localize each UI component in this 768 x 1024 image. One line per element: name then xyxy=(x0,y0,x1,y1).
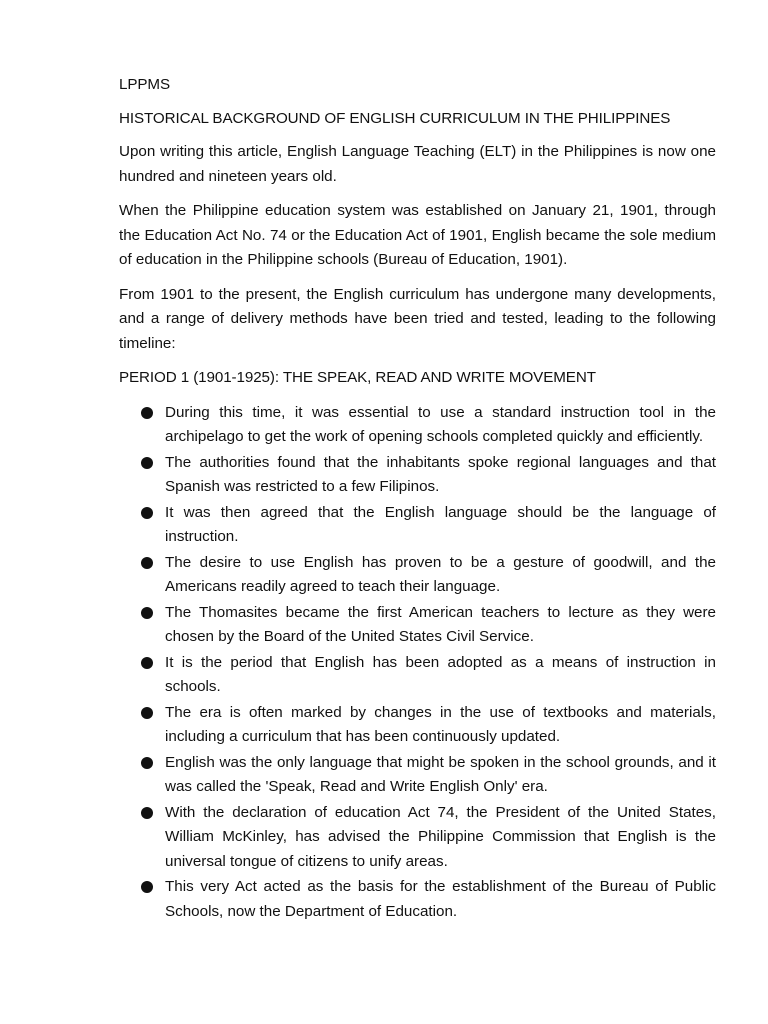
bullet-item xyxy=(119,801,716,875)
document-title: HISTORICAL BACKGROUND OF ENGLISH CURRICULUM IN THE PHILIPPINES xyxy=(119,109,671,127)
intro-paragraph: Upon writing this article, English Language Teaching (ELT) in the Philippines is now one hundred and nineteen years old. xyxy=(119,143,716,185)
bullet-text: The desire to use English has proven to be a gesture of goodwill, and the Americans readily agreed to teach their language. xyxy=(165,553,716,595)
document-page xyxy=(119,73,716,925)
bullet-item xyxy=(119,401,716,450)
bullet-text: It is the period that English has been adopted as a means of instruction in schools. xyxy=(165,653,716,695)
establishment-paragraph: When the Philippine education system was established on January 21, 1901, through the Education Act No. 74 or the Education Act of 1901, English became the sole medium of education in the Philippine schools (Bureau of Education, 1901). xyxy=(119,202,716,268)
bullet-text: During this time, it was essential to use a standard instruction tool in the archipelago to get the work of opening schools completed quickly and efficiently. xyxy=(165,403,716,445)
period-1-heading: PERIOD 1 (1901-1925): THE SPEAK, READ AND WRITE MOVEMENT xyxy=(119,369,596,386)
bullet-dot-icon xyxy=(141,807,153,819)
bullet-text: The Thomasites became the first American teachers to lecture as they were chosen by the Board of the United States Civil Service. xyxy=(165,603,716,645)
bullet-text: With the declaration of education Act 74, the President of the United States, William McKinley, has advised the Philippine Commission that English is the universal tongue of citizens to unify areas. xyxy=(165,803,716,870)
bullet-dot-icon xyxy=(141,707,153,719)
period-1-bullet-list xyxy=(119,401,716,925)
bullet-text: It was then agreed that the English language should be the language of instruction. xyxy=(165,503,716,545)
bullet-dot-icon xyxy=(141,457,153,469)
bullet-dot-icon xyxy=(141,881,153,893)
bullet-dot-icon xyxy=(141,507,153,519)
bullet-dot-icon xyxy=(141,557,153,569)
bullet-item xyxy=(119,551,716,600)
document-label: LPPMS xyxy=(119,76,170,93)
bullet-dot-icon xyxy=(141,757,153,769)
bullet-item xyxy=(119,875,716,924)
bullet-text: English was the only language that might be spoken in the school grounds, and it was called the 'Speak, Read and Write English Only' era. xyxy=(165,753,716,795)
bullet-item xyxy=(119,451,716,500)
bullet-text: This very Act acted as the basis for the establishment of the Bureau of Public Schools, now the Department of Education. xyxy=(165,878,716,920)
bullet-item xyxy=(119,751,716,800)
bullet-text: The authorities found that the inhabitants spoke regional languages and that Spanish was restricted to a few Filipinos. xyxy=(165,453,716,495)
bullet-dot-icon xyxy=(141,607,153,619)
bullet-dot-icon xyxy=(141,407,153,419)
bullet-item xyxy=(119,651,716,700)
timeline-intro-paragraph: From 1901 to the present, the English curriculum has undergone many developments, and a range of delivery methods have been tried and tested, leading to the following timeline: xyxy=(119,285,716,352)
bullet-item xyxy=(119,501,716,550)
bullet-text: The era is often marked by changes in the use of textbooks and materials, including a curriculum that has been continuously updated. xyxy=(165,703,716,745)
bullet-dot-icon xyxy=(141,657,153,669)
bullet-item xyxy=(119,601,716,650)
bullet-item xyxy=(119,701,716,750)
